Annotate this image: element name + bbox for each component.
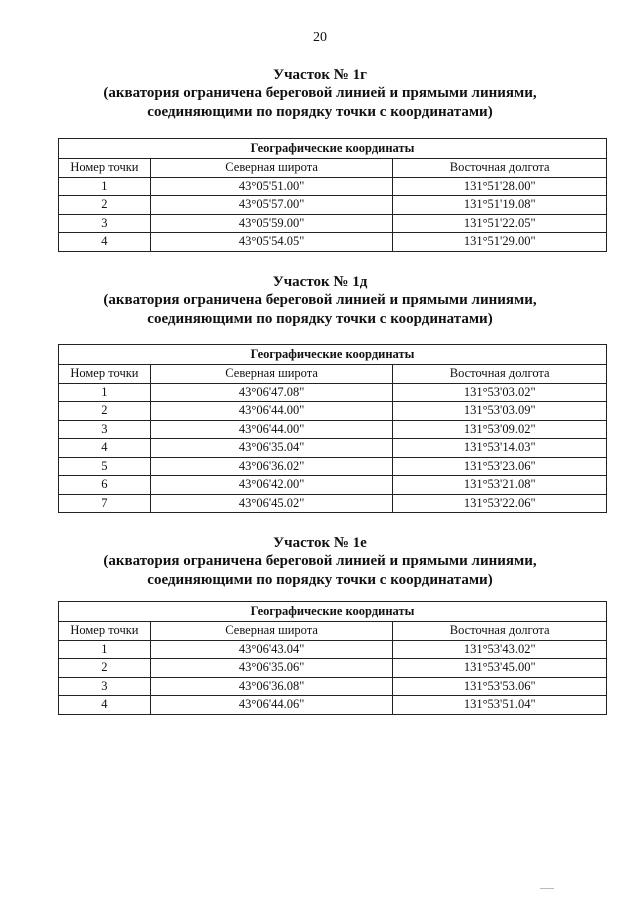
table-row	[59, 196, 607, 215]
table-row	[59, 177, 607, 196]
table-row	[59, 457, 607, 476]
longitude-cell: 131°53'45.00"	[393, 659, 607, 678]
point-number-cell: 1	[59, 640, 151, 659]
column-header: Номер точки	[59, 622, 151, 641]
section-description-line-2: соединяющими по порядку точки с координатами)	[147, 104, 493, 120]
table-row	[59, 439, 607, 458]
section-title: Участок № 1д	[272, 274, 368, 290]
column-header: Номер точки	[59, 365, 151, 384]
table-row	[59, 383, 607, 402]
latitude-cell: 43°06'47.08"	[150, 383, 393, 402]
coordinates-table-1e	[58, 601, 607, 715]
column-header: Северная широта	[150, 159, 393, 178]
latitude-cell: 43°06'44.06"	[150, 696, 393, 715]
longitude-cell: 131°53'51.04"	[393, 696, 607, 715]
latitude-cell: 43°06'45.02"	[150, 494, 393, 513]
section-description-line-2: соединяющими по порядку точки с координатами)	[147, 572, 493, 588]
longitude-cell: 131°51'28.00"	[393, 177, 607, 196]
point-number-cell: 3	[59, 420, 151, 439]
point-number-cell: 3	[59, 677, 151, 696]
section-1g	[0, 66, 640, 122]
longitude-cell: 131°53'53.06"	[393, 677, 607, 696]
point-number-cell: 4	[59, 233, 151, 252]
table-row	[59, 696, 607, 715]
table-group-header: Географические координаты	[59, 139, 607, 159]
section-description-line-2: соединяющими по порядку точки с координатами)	[147, 311, 493, 327]
column-header: Восточная долгота	[393, 622, 607, 641]
longitude-cell: 131°53'03.02"	[393, 383, 607, 402]
section-description-line-1: (акватория ограничена береговой линией и прямыми линиями,	[103, 553, 537, 569]
point-number-cell: 6	[59, 476, 151, 495]
latitude-cell: 43°06'43.04"	[150, 640, 393, 659]
coordinates-table-1d	[58, 344, 607, 513]
latitude-cell: 43°06'35.06"	[150, 659, 393, 678]
section-title: Участок № 1е	[273, 535, 367, 551]
longitude-cell: 131°51'22.05"	[393, 214, 607, 233]
point-number-cell: 1	[59, 383, 151, 402]
column-header: Восточная долгота	[393, 365, 607, 384]
longitude-cell: 131°53'43.02"	[393, 640, 607, 659]
longitude-cell: 131°53'23.06"	[393, 457, 607, 476]
latitude-cell: 43°06'36.02"	[150, 457, 393, 476]
latitude-cell: 43°06'35.04"	[150, 439, 393, 458]
section-title: Участок № 1г	[273, 67, 367, 83]
section-description-line-1: (акватория ограничена береговой линией и прямыми линиями,	[103, 292, 537, 308]
column-header: Северная широта	[150, 365, 393, 384]
table-row	[59, 494, 607, 513]
longitude-cell: 131°53'03.09"	[393, 402, 607, 421]
column-header: Номер точки	[59, 159, 151, 178]
point-number-cell: 5	[59, 457, 151, 476]
longitude-cell: 131°51'29.00"	[393, 233, 607, 252]
column-header: Северная широта	[150, 622, 393, 641]
column-header: Восточная долгота	[393, 159, 607, 178]
longitude-cell: 131°53'22.06"	[393, 494, 607, 513]
point-number-cell: 2	[59, 659, 151, 678]
point-number-cell: 4	[59, 696, 151, 715]
page-number: 20	[313, 30, 327, 45]
latitude-cell: 43°06'44.00"	[150, 420, 393, 439]
latitude-cell: 43°05'51.00"	[150, 177, 393, 196]
point-number-cell: 4	[59, 439, 151, 458]
point-number-cell: 7	[59, 494, 151, 513]
latitude-cell: 43°06'44.00"	[150, 402, 393, 421]
longitude-cell: 131°53'09.02"	[393, 420, 607, 439]
table-row	[59, 420, 607, 439]
latitude-cell: 43°06'42.00"	[150, 476, 393, 495]
table-row	[59, 640, 607, 659]
scan-artifact-line	[540, 888, 554, 890]
section-description-line-1: (акватория ограничена береговой линией и прямыми линиями,	[103, 85, 537, 101]
table-group-header: Географические координаты	[59, 602, 607, 622]
latitude-cell: 43°05'57.00"	[150, 196, 393, 215]
latitude-cell: 43°06'36.08"	[150, 677, 393, 696]
table-row	[59, 214, 607, 233]
table-row	[59, 233, 607, 252]
section-1d	[0, 273, 640, 329]
point-number-cell: 2	[59, 402, 151, 421]
point-number-cell: 2	[59, 196, 151, 215]
table-row	[59, 659, 607, 678]
table-row	[59, 476, 607, 495]
table-group-header: Географические координаты	[59, 345, 607, 365]
longitude-cell: 131°53'21.08"	[393, 476, 607, 495]
latitude-cell: 43°05'54.05"	[150, 233, 393, 252]
table-row	[59, 677, 607, 696]
point-number-cell: 1	[59, 177, 151, 196]
table-row	[59, 402, 607, 421]
longitude-cell: 131°51'19.08"	[393, 196, 607, 215]
longitude-cell: 131°53'14.03"	[393, 439, 607, 458]
coordinates-table-1g	[58, 138, 607, 252]
latitude-cell: 43°05'59.00"	[150, 214, 393, 233]
point-number-cell: 3	[59, 214, 151, 233]
section-1e	[0, 534, 640, 590]
